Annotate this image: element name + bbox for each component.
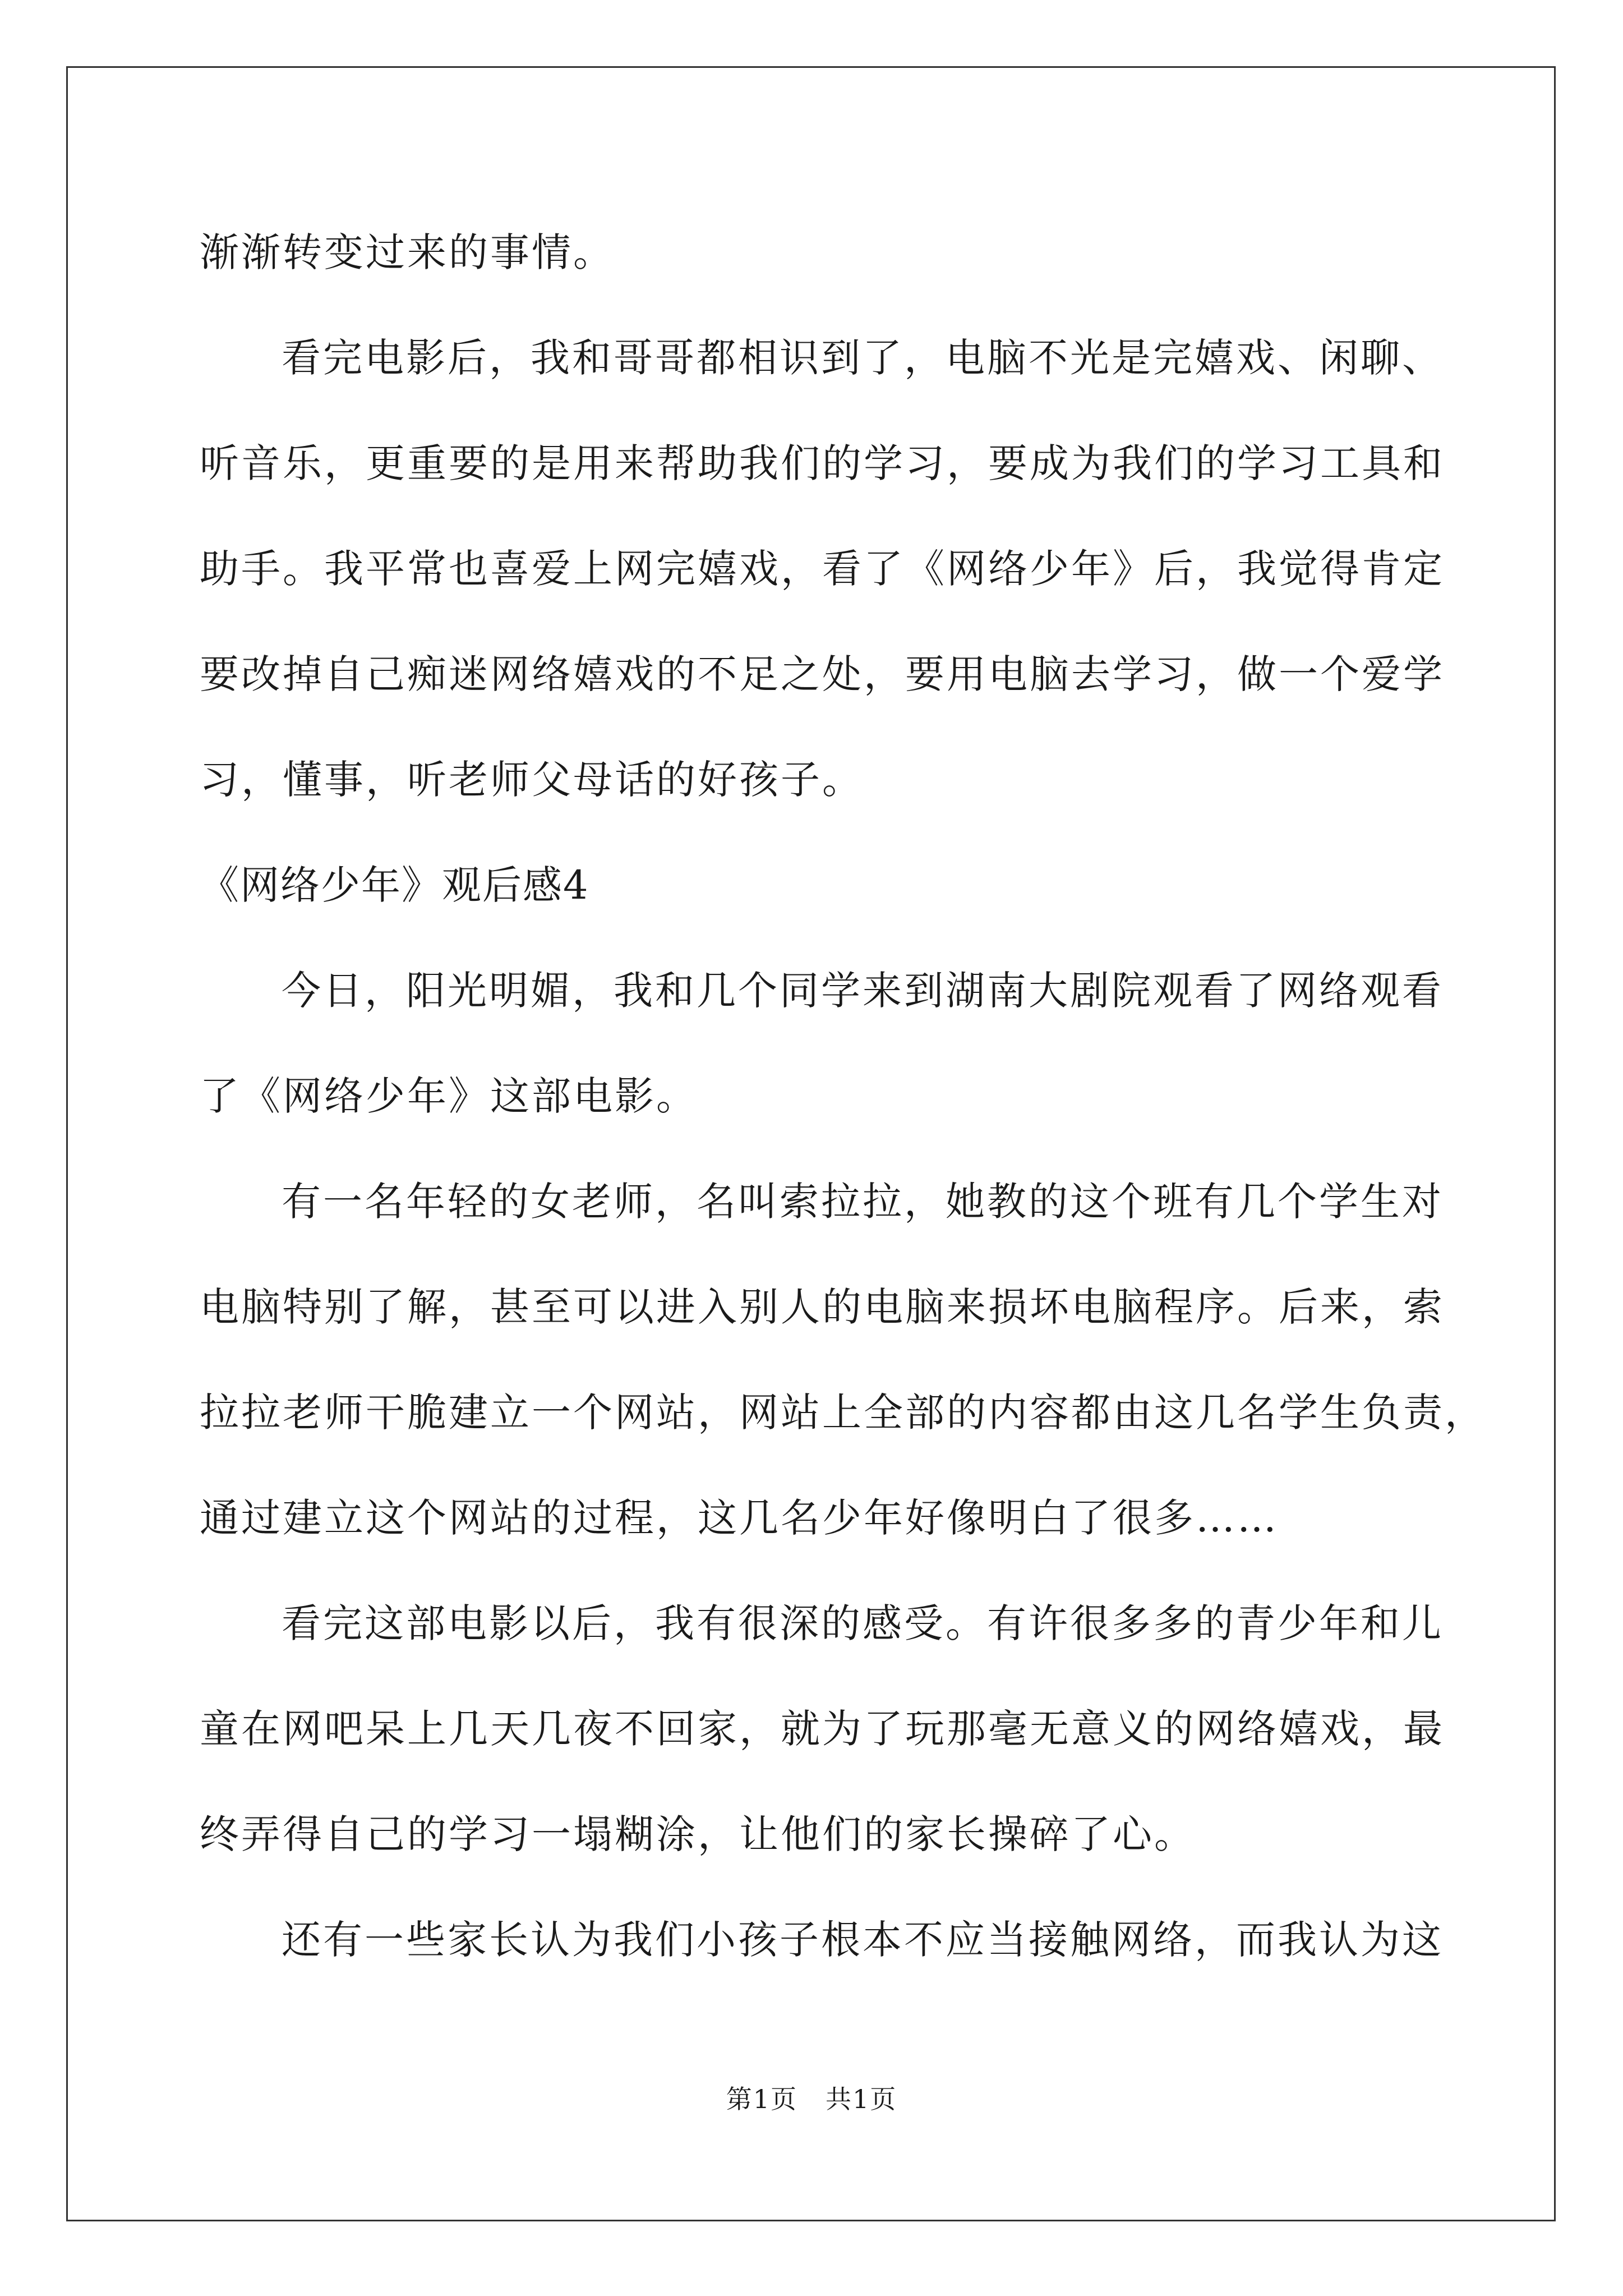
- text-line-17: 还有一些家长认为我们小孩子根本不应当接触网络，而我认为这: [282, 1917, 1444, 1963]
- text-line-2: 看完电影后，我和哥哥都相识到了，电脑不光是完嬉戏、闲聊、: [282, 335, 1444, 381]
- text-line-12: 拉拉老师干脆建立一个网站，网站上全部的内容都由这几名学生负责，: [200, 1389, 1486, 1435]
- page-number-total: 共1页: [826, 2084, 897, 2114]
- text-line-6: 习，懂事，听老师父母话的好孩子。: [200, 757, 864, 803]
- text-line-14: 看完这部电影以后，我有很深的感受。有许很多多的青少年和儿: [282, 1600, 1444, 1646]
- page-footer: [0, 2082, 1623, 2116]
- text-line-16: 终弄得自己的学习一塌糊涂，让他们的家长操碎了心。: [200, 1811, 1196, 1857]
- text-line-15: 童在网吧呆上几天几夜不回家，就为了玩那毫无意义的网络嬉戏，最: [200, 1706, 1445, 1752]
- text-line-9: 了《网络少年》这部电影。: [200, 1073, 698, 1119]
- section-heading: 《网络少年》观后感4: [200, 862, 589, 908]
- text-line-11: 电脑特别了解，甚至可以进入别人的电脑来损坏电脑程序。后来，索: [200, 1284, 1445, 1330]
- document-body: [200, 213, 1486, 2006]
- text-line-3: 听音乐，更重要的是用来帮助我们的学习，要成为我们的学习工具和: [200, 440, 1445, 486]
- text-line-1: 渐渐转变过来的事情。: [200, 229, 615, 275]
- text-line-8: 今日，阳光明媚，我和几个同学来到湖南大剧院观看了网络观看: [282, 968, 1444, 1014]
- text-line-10: 有一名年轻的女老师，名叫索拉拉，她教的这个班有几个学生对: [282, 1179, 1444, 1225]
- page-number-current: 第1页: [726, 2084, 797, 2114]
- text-line-13: 通过建立这个网站的过程，这几名少年好像明白了很多……: [200, 1495, 1279, 1541]
- text-line-5: 要改掉自己痴迷网络嬉戏的不足之处，要用电脑去学习，做一个爱学: [200, 651, 1445, 697]
- text-line-4: 助手。我平常也喜爱上网完嬉戏，看了《网络少年》后，我觉得肯定: [200, 546, 1445, 592]
